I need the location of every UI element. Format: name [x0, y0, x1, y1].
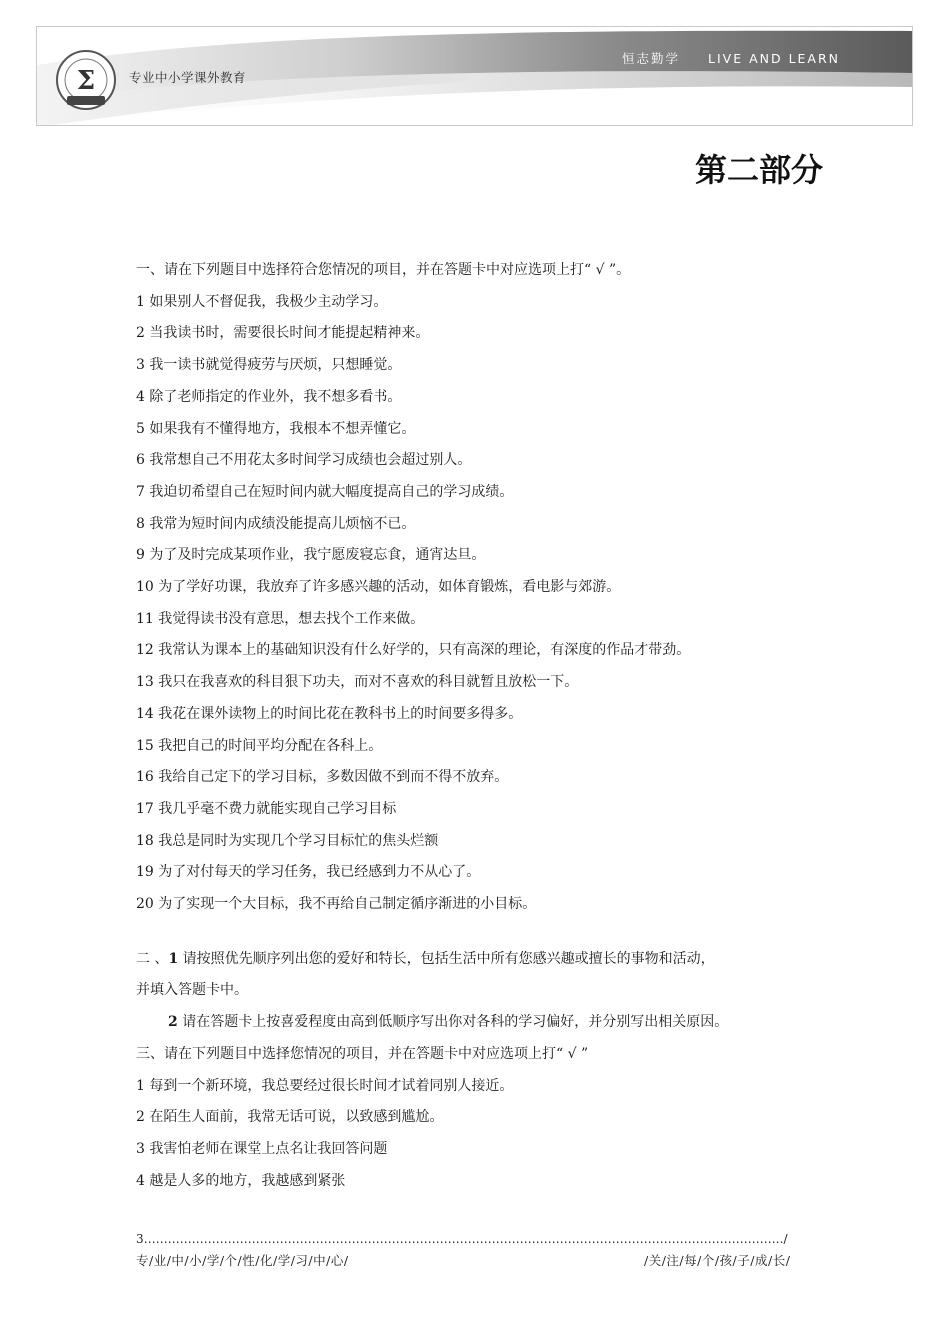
- section3-item: 3 我害怕老师在课堂上点名让我回答问题: [136, 1140, 388, 1157]
- section1-heading: 一、请在下列题目中选择符合您情况的项目，并在答题卡中对应选项上打“ √ ”。: [136, 262, 631, 278]
- section3-item: 4 越是人多的地方，我越感到紧张: [136, 1172, 346, 1189]
- question-number: 1: [168, 950, 179, 967]
- section1-item: 11 我觉得读书没有意思，想去找个工作来做。: [136, 610, 425, 627]
- section1-item: 17 我几乎毫不费力就能实现自己学习目标: [136, 800, 397, 817]
- page-header-banner: [36, 26, 913, 126]
- section1-item: 5 如果我有不懂得地方，我根本不想弄懂它。: [136, 420, 416, 437]
- section3-item: 1 每到一个新环境，我总要经过很长时间才试着同别人接近。: [136, 1077, 514, 1094]
- motto-chinese: 恒志勤学: [622, 51, 681, 66]
- section1-item: 6 我常想自己不用花太多时间学习成绩也会超过别人。: [136, 452, 472, 469]
- section1-item: 12 我常认为课本上的基础知识没有什么好学的，只有高深的理论，有深度的作品才带劲。: [136, 642, 691, 659]
- page-number-leader: 3……………………………………………………………………………………………………………………………………………./: [136, 1232, 788, 1246]
- section1-item: 9 为了及时完成某项作业，我宁愿废寝忘食，通宵达旦。: [136, 547, 486, 564]
- section1-item: 10 为了学好功课，我放弃了许多感兴趣的活动，如体育锻炼，看电影与郊游。: [136, 579, 621, 596]
- question-number: 2: [168, 1014, 178, 1031]
- section1-item: 13 我只在我喜欢的科目狠下功夫，而对不喜欢的科目就暂且放松一下。: [136, 674, 579, 691]
- section2-question1-continuation: 并填入答题卡中。: [136, 982, 248, 999]
- section1-item: 16 我给自己定下的学习目标，多数因做不到而不得不放弃。: [136, 769, 509, 786]
- section3-item: 2 在陌生人面前，我常无话可说，以致感到尴尬。: [136, 1109, 444, 1126]
- section1-item: 2 当我读书时，需要很长时间才能提起精神来。: [136, 325, 430, 342]
- part-title: 第二部分: [695, 151, 824, 189]
- section1-item: 20 为了实现一个大目标，我不再给自己制定循序渐进的小目标。: [136, 896, 537, 913]
- section2-prefix: 二 、: [136, 950, 169, 967]
- footer-slogan-left: 专/业/中/小/学/个/性/化/学/习/中/心/: [136, 1253, 349, 1268]
- section1-item: 4 除了老师指定的作业外，我不想多看书。: [136, 388, 402, 405]
- section1-item: 3 我一读书就觉得疲劳与厌烦，只想睡觉。: [136, 357, 402, 374]
- section1-item: 7 我迫切希望自己在短时间内就大幅度提高自己的学习成绩。: [136, 483, 514, 500]
- section1-item: 8 我常为短时间内成绩没能提高儿烦恼不已。: [136, 515, 416, 532]
- school-logo: [55, 49, 117, 111]
- section1-item: 1 如果别人不督促我，我极少主动学习。: [136, 293, 388, 310]
- header-tagline: 专业中小学课外教育: [129, 70, 247, 85]
- section1-item: 15 我把自己的时间平均分配在各科上。: [136, 737, 383, 754]
- section2-question1: [136, 944, 856, 976]
- section1-item: 19 为了对付每天的学习任务，我已经感到力不从心了。: [136, 864, 481, 881]
- question-text: 请按照优先顺序列出您的爱好和特长，包括生活中所有您感兴趣或擅长的事物和活动，: [178, 950, 715, 967]
- svg-text:Σ: Σ: [76, 66, 96, 96]
- section1-item: 14 我花在课外读物上的时间比花在教科书上的时间要多得多。: [136, 705, 523, 722]
- section3-heading: 三、请在下列题目中选择您情况的项目，并在答题卡中对应选项上打“ √ ”: [136, 1045, 589, 1062]
- section1-item: 18 我总是同时为实现几个学习目标忙的焦头烂额: [136, 832, 439, 849]
- questionnaire-body: [136, 255, 856, 1197]
- footer-slogan-right: /关/注/每/个/孩/子/成/长/: [644, 1253, 791, 1268]
- header-motto: [622, 49, 862, 67]
- section2-question2: [136, 1007, 856, 1039]
- question-text: 请在答题卡上按喜爱程度由高到低顺序写出你对各科的学习偏好，并分别写出相关原因。: [177, 1014, 729, 1031]
- motto-english: LIVE AND LEARN: [708, 51, 841, 66]
